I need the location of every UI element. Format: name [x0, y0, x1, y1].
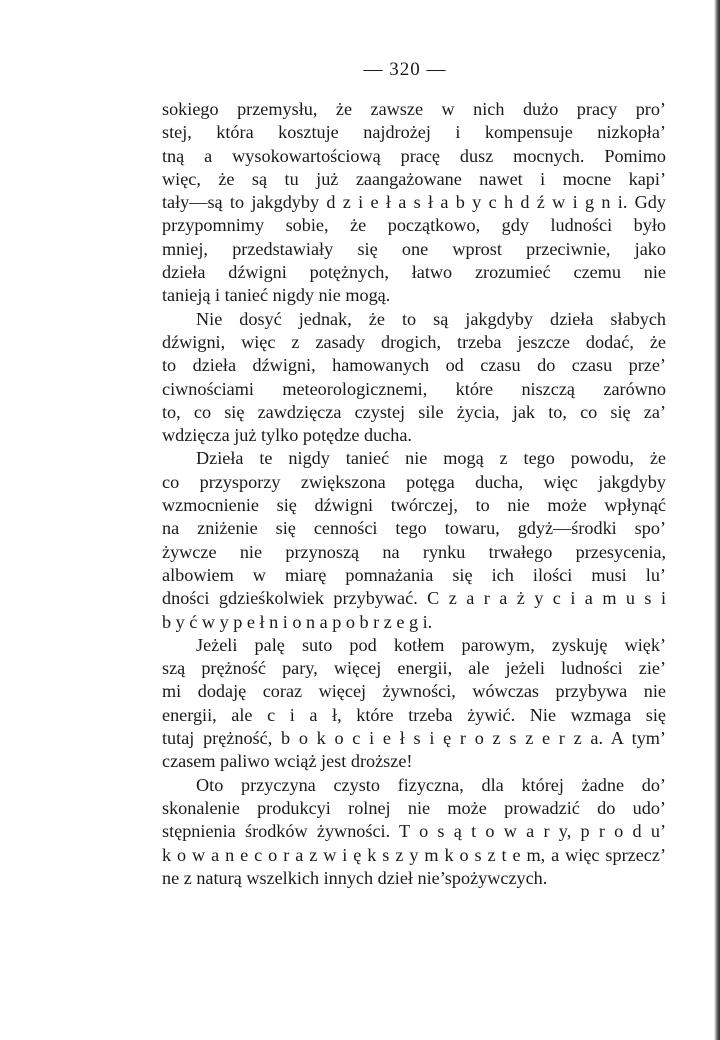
page-number-header: — 320 —	[363, 59, 447, 80]
text-line: wdzięcza już tylko potędze ducha.	[162, 425, 412, 446]
text-line: na zniżenie się cenności tego towaru, gdyż—środki spo’	[162, 518, 666, 539]
text-line: Oto przyczyna czysto fizyczna, dla której żadne do’	[196, 774, 666, 795]
text-line: energii, ale c i a ł, które trzeba żywić. Nie wzmaga się	[162, 704, 666, 725]
text-line: to dzieła dźwigni, hamowanych od czasu do czasu prze’	[162, 355, 666, 376]
text-line: przypomnimy sobie, że początkowo, gdy ludności było	[162, 215, 666, 236]
text-line: co przysporzy zwiększona potęga ducha, więc jakgdyby	[162, 471, 666, 492]
text-line: dności gdzieśkolwiek przybywać. C z a r a ż y c i a m u s i	[162, 588, 666, 609]
body-text	[162, 98, 666, 890]
text-line: stępnienia środków żywności. T o s ą t o w a r y, p r o d u’	[162, 821, 666, 842]
text-line: b y ć w y p e ł n i o n a p o b r z e g i.	[162, 611, 433, 632]
text-line: k o w a n e c o r a z w i ę k s z y m k o s z t e m, a więc sprzecz’	[162, 844, 666, 865]
text-line: czasem paliwo wciąż jest droższe!	[162, 751, 413, 772]
text-line: Jeżeli palę suto pod kotłem parowym, zyskuję więk’	[196, 634, 666, 655]
text-line: to, co się zawdzięcza czystej sile życia, jak to, co się za’	[162, 401, 666, 422]
text-line: Dzieła te nigdy tanieć nie mogą z tego powodu, że	[196, 448, 666, 469]
text-line: wzmocnienie się dźwigni twórczej, to nie może wpłynąć	[162, 495, 666, 516]
text-line: mniej, przedstawiały się one wprost przeciwnie, jako	[162, 238, 666, 259]
text-line: skonalenie produkcyi rolnej nie może prowadzić do udo’	[162, 797, 666, 818]
text-line: albowiem w miarę pomnażania się ich ilości musi lu’	[162, 564, 666, 585]
text-line: sokiego przemysłu, że zawsze w nich dużo pracy pro’	[162, 99, 666, 119]
text-line: dźwigni, więc z zasady drogich, trzeba jeszcze dodać, że	[162, 331, 666, 352]
text-line: tały—są to jakgdyby d z i e ł a s ł a b y c h d ź w i g n i. Gdy	[162, 192, 666, 213]
text-line: więc, że są tu już zaangażowane nawet i mocne kapi’	[162, 168, 666, 189]
text-line: żywcze nie przynoszą na rynku trwałego przesycenia,	[162, 541, 666, 562]
text-line: szą prężność pary, więcej energii, ale jeżeli ludności zie’	[162, 658, 666, 679]
text-line: mi dodaję coraz więcej żywności, wówczas przybywa nie	[162, 681, 666, 702]
text-line: Nie dosyć jednak, że to są jakgdyby dzieła słabych	[196, 308, 666, 329]
text-line: tanieją i tanieć nigdy nie mogą.	[162, 285, 391, 306]
text-line: ciwnościami meteorologicznemi, które niszczą zarówno	[162, 378, 666, 399]
page-edge-shadow	[714, 0, 720, 1040]
text-line: dzieła dźwigni potężnych, łatwo zrozumieć czemu nie	[162, 262, 666, 283]
text-line: tutaj prężność, b o k o c i e ł s i ę r o z s z e r z a. A tym’	[162, 728, 666, 749]
text-line: ne z naturą wszelkich innych dzieł nie’spożywczych.	[162, 867, 548, 888]
text-line: tną a wysokowartościową pracę dusz mocnych. Pomimo	[162, 145, 666, 166]
text-line: stej, która kosztuje najdrożej i kompensuje nizkopła’	[162, 122, 666, 143]
